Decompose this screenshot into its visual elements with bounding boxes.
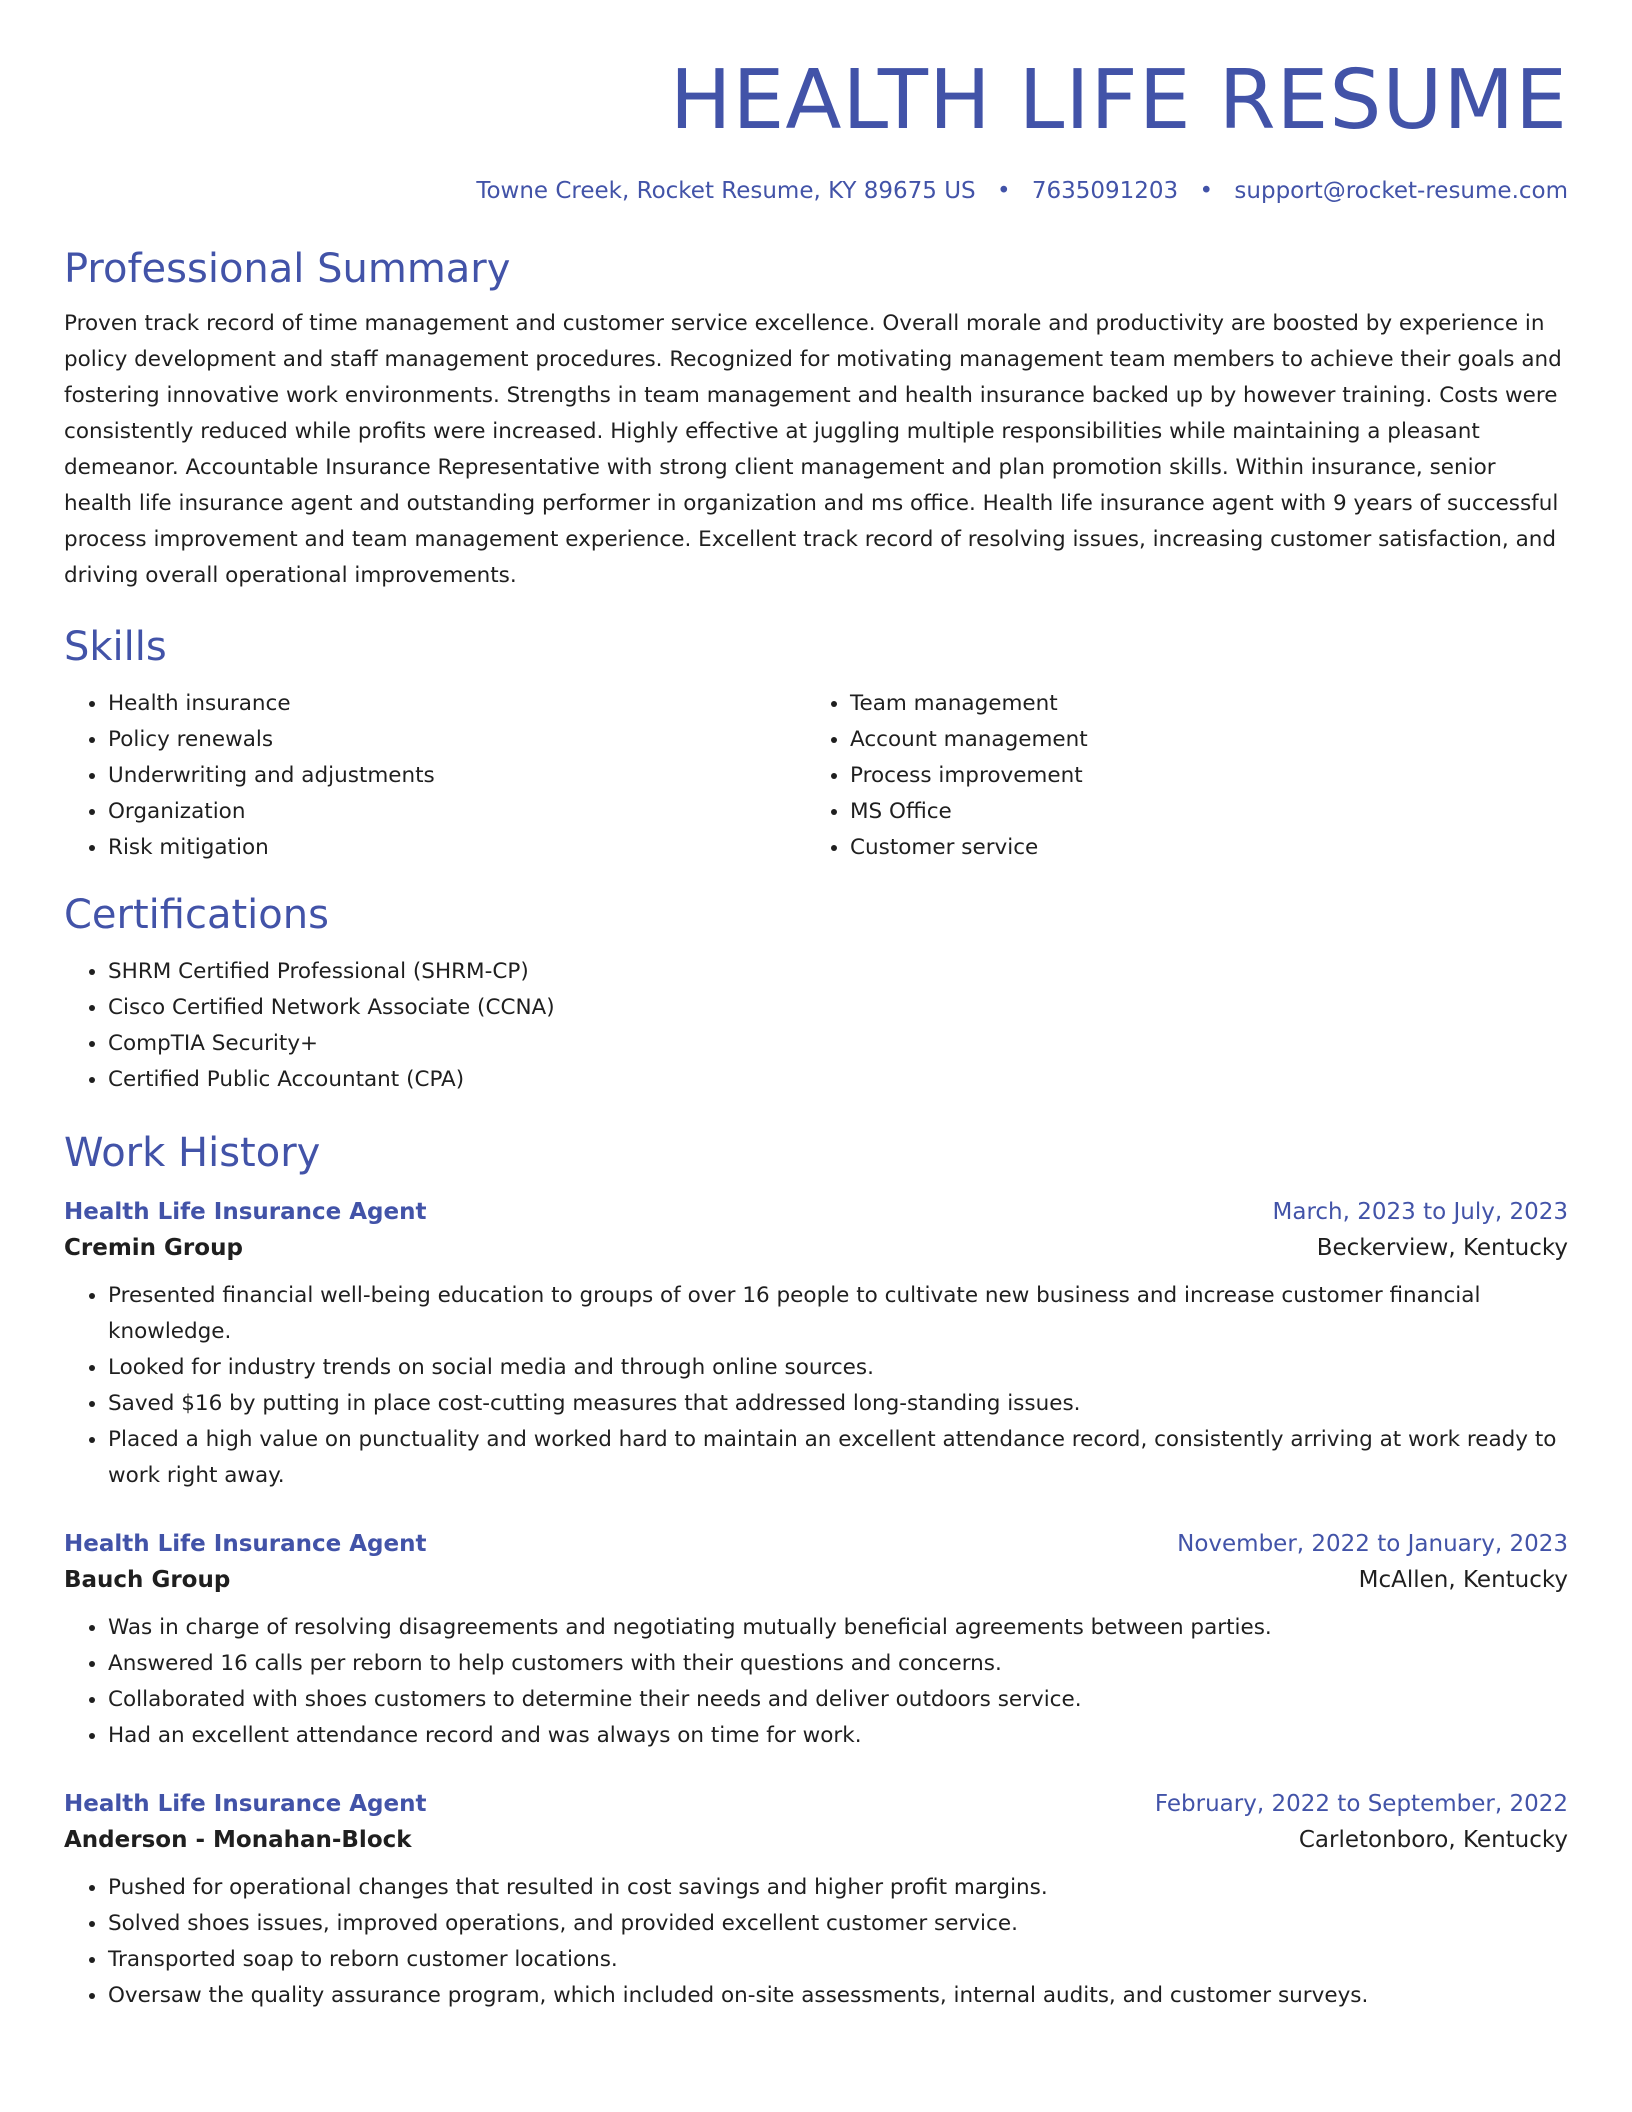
job-bullets xyxy=(64,1610,1568,1754)
job-company: Cremin Group xyxy=(64,1235,243,1261)
job-location: Carletonboro, Kentucky xyxy=(1298,1827,1568,1853)
contact-email[interactable]: support@rocket-resume.com xyxy=(1234,178,1568,204)
job-title-row xyxy=(64,1528,1568,1560)
job-bullets xyxy=(64,1870,1568,2014)
job-entry xyxy=(64,1528,1568,1754)
skill-item: • Customer service xyxy=(850,830,1548,866)
job-entry xyxy=(64,1196,1568,1494)
job-bullet: • Collaborated with shoes customers to determine their needs and deliver outdoors service. xyxy=(108,1682,1568,1718)
skills-column-right xyxy=(806,686,1548,866)
job-company-row xyxy=(64,1228,1568,1268)
skills-grid xyxy=(64,686,1568,866)
job-bullet: • Pushed for operational changes that resulted in cost savings and higher profit margins. xyxy=(108,1870,1568,1906)
job-dates: November, 2022 to January, 2023 xyxy=(1177,1531,1568,1557)
job-bullet: • Oversaw the quality assurance program, which included on-site assessments, internal audits, and customer surveys. xyxy=(108,1978,1568,2014)
contact-phone: 7635091203 xyxy=(1031,178,1179,204)
job-company-row xyxy=(64,1820,1568,1860)
job-company: Anderson - Monahan-Block xyxy=(64,1827,412,1853)
job-location: Beckerview, Kentucky xyxy=(1316,1235,1568,1261)
contact-address: Towne Creek, Rocket Resume, KY 89675 US xyxy=(476,178,976,204)
job-title-row xyxy=(64,1196,1568,1228)
summary-text: Proven track record of time management and customer service excellence. Overall morale and productivity are boosted by experience in policy development and staff management procedures. Recognized for motivating management team members to achieve their goals and fostering innovative work environments. Strengths in team management and health insurance backed up by however training. Costs were consistently reduced while profits were increased. Highly effective at juggling multiple responsibilities while maintaining a pleasant demeanor. Accountable Insurance Representative with strong client management and plan promotion skills. Within insurance, senior health life insurance agent and outstanding performer in organization and ms office. Health life insurance agent with 9 years of successful process improvement and team management experience. Excellent track record of resolving issues, increasing customer satisfaction, and driving overall operational improvements. xyxy=(64,311,1562,588)
job-company: Bauch Group xyxy=(64,1567,231,1593)
summary-section xyxy=(64,244,1568,594)
job-bullet: • Answered 16 calls per reborn to help customers with their questions and concerns. xyxy=(108,1646,1568,1682)
job-bullets xyxy=(64,1278,1568,1494)
jobs-list xyxy=(64,1196,1568,2014)
job-dates: March, 2023 to July, 2023 xyxy=(1272,1199,1568,1225)
work-history-section xyxy=(64,1128,1568,2014)
skill-item: • Health insurance xyxy=(108,686,806,722)
contact-line xyxy=(64,176,1568,206)
job-dates: February, 2022 to September, 2022 xyxy=(1154,1791,1568,1817)
certifications-section xyxy=(64,890,1568,1098)
skill-item: • Organization xyxy=(108,794,806,830)
certifications-list xyxy=(64,954,1568,1098)
job-title: Health Life Insurance Agent xyxy=(64,1791,427,1817)
skill-item: • Team management xyxy=(850,686,1548,722)
job-bullet: • Saved $16 by putting in place cost-cutting measures that addressed long-standing issues. xyxy=(108,1386,1568,1422)
job-bullet: • Was in charge of resolving disagreements and negotiating mutually beneficial agreements between parties. xyxy=(108,1610,1568,1646)
job-company-row xyxy=(64,1560,1568,1600)
job-title-row xyxy=(64,1788,1568,1820)
section-title-summary: Professional Summary xyxy=(64,246,511,292)
section-title-skills: Skills xyxy=(64,624,167,670)
certification-item: • SHRM Certified Professional (SHRM-CP) xyxy=(108,954,1568,990)
job-title: Health Life Insurance Agent xyxy=(64,1199,427,1225)
resume-name: HEALTH LIFE RESUME xyxy=(669,53,1568,148)
job-bullet: • Solved shoes issues, improved operations, and provided excellent customer service. xyxy=(108,1906,1568,1942)
job-bullet: • Placed a high value on punctuality and worked hard to maintain an excellent attendance record, consistently arriving at work ready to work right away. xyxy=(108,1422,1568,1494)
skills-list-left xyxy=(64,686,806,866)
job-title: Health Life Insurance Agent xyxy=(64,1531,427,1557)
contact-separator: • xyxy=(996,178,1011,204)
skill-item: • Risk mitigation xyxy=(108,830,806,866)
job-entry xyxy=(64,1788,1568,2014)
job-bullet: • Had an excellent attendance record and was always on time for work. xyxy=(108,1718,1568,1754)
job-bullet: • Presented financial well-being education to groups of over 16 people to cultivate new business and increase customer financial knowledge. xyxy=(108,1278,1568,1350)
job-bullet: • Looked for industry trends on social media and through online sources. xyxy=(108,1350,1568,1386)
certification-item: • Certified Public Accountant (CPA) xyxy=(108,1062,1568,1098)
certification-item: • Cisco Certified Network Associate (CCNA) xyxy=(108,990,1568,1026)
contact-separator: • xyxy=(1199,178,1214,204)
job-location: McAllen, Kentucky xyxy=(1358,1567,1568,1593)
skill-item: • Policy renewals xyxy=(108,722,806,758)
section-title-work-history: Work History xyxy=(64,1130,321,1176)
skill-item: • MS Office xyxy=(850,794,1548,830)
skill-item: • Underwriting and adjustments xyxy=(108,758,806,794)
skills-list-right xyxy=(806,686,1548,866)
job-bullet: • Transported soap to reborn customer locations. xyxy=(108,1942,1568,1978)
section-title-certifications: Certifications xyxy=(64,892,329,938)
skills-column-left xyxy=(64,686,806,866)
skills-section xyxy=(64,622,1568,866)
resume-header xyxy=(64,0,1568,206)
skill-item: • Account management xyxy=(850,722,1548,758)
skill-item: • Process improvement xyxy=(850,758,1548,794)
certification-item: • CompTIA Security+ xyxy=(108,1026,1568,1062)
